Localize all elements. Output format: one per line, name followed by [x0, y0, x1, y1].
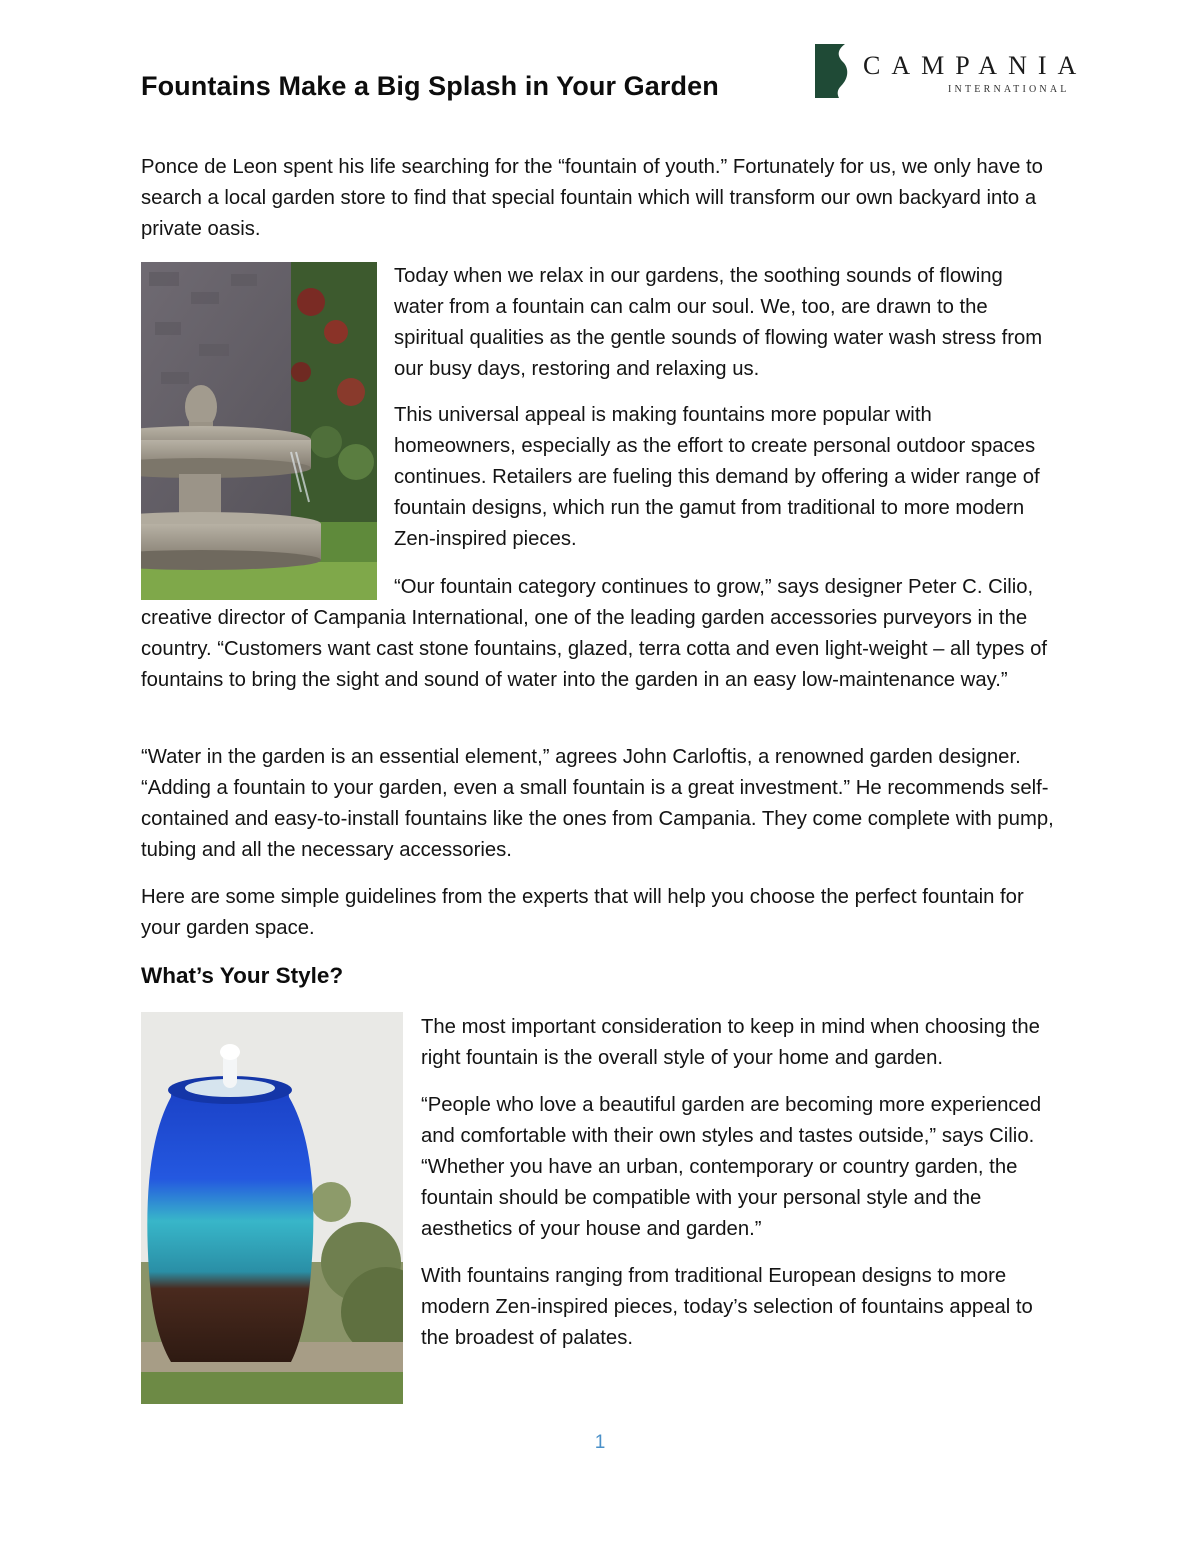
cilio-quote-paragraph: “Our fountain category continues to grow,” says designer Peter C. Cilio, creative director of Campania International, one of the leading garden accessories purveyors in the country. “Customers want cast stone fountains, glazed, terra cotta and even light-weight – all types of fountains to bring the sight and sound of water into the garden in an easy low-maintenance way.” — [141, 576, 1047, 691]
style-paragraph-3: With fountains ranging from traditional European designs to more modern Zen-inspired pieces, today’s selection of fountains appeal to the broadest of palates. — [421, 1265, 1033, 1349]
campania-logo — [815, 44, 1095, 100]
tiered-fountain-photo — [141, 262, 377, 600]
style-paragraph-1: The most important consideration to keep in mind when choosing the right fountain is the overall style of your home and garden. — [421, 1016, 1040, 1069]
campania-logo-mark-icon — [815, 44, 853, 98]
appeal-paragraph: This universal appeal is making fountains more popular with homeowners, especially as the effort to create personal outdoor spaces continues. Retailers are fueling this demand by offering a wider range of fountain designs, which run the gamut from traditional to more modern Zen-inspired pieces. — [394, 404, 1040, 550]
style-paragraph-2: “People who love a beautiful garden are becoming more experienced and comfortable with their own styles and tastes outside,” says Cilio. “Whether you have an urban, contemporary or country garden, the fountain should be compatible with your personal style and the aesthetics of your house and garden.” — [421, 1094, 1042, 1240]
intro-paragraph: Ponce de Leon spent his life searching for the “fountain of youth.” Fortunately for us, we only have to search a local garden store to find that special fountain which will transform our own backyard into a private oasis. — [141, 156, 1043, 240]
page-title: Fountains Make a Big Splash in Your Garden — [141, 71, 719, 101]
carloftis-quote-paragraph: “Water in the garden is an essential element,” agrees John Carloftis, a renowned garden designer. “Adding a fountain to your garden, even a small fountain is a great investment.” He recommends self-contained and easy-to-install fountains like the ones from Campania. They come complete with pump, tubing and all the necessary accessories. — [141, 746, 1054, 861]
section-heading: What’s Your Style? — [141, 963, 344, 988]
guidelines-paragraph: Here are some simple guidelines from the experts that will help you choose the perfect fountain for your garden space. — [141, 886, 1024, 939]
glazed-urn-fountain-photo — [141, 1012, 403, 1404]
logo-subtitle: INTERNATIONAL — [948, 84, 1070, 95]
relax-paragraph: Today when we relax in our gardens, the soothing sounds of flowing water from a fountain can calm our soul. We, too, are drawn to the spiritual qualities as the gentle sounds of flowing water wash stress from our busy days, restoring and relaxing us. — [394, 265, 1043, 380]
page-number: 1 — [594, 1432, 606, 1453]
logo-wordmark: CAMPANIA — [863, 51, 1088, 80]
